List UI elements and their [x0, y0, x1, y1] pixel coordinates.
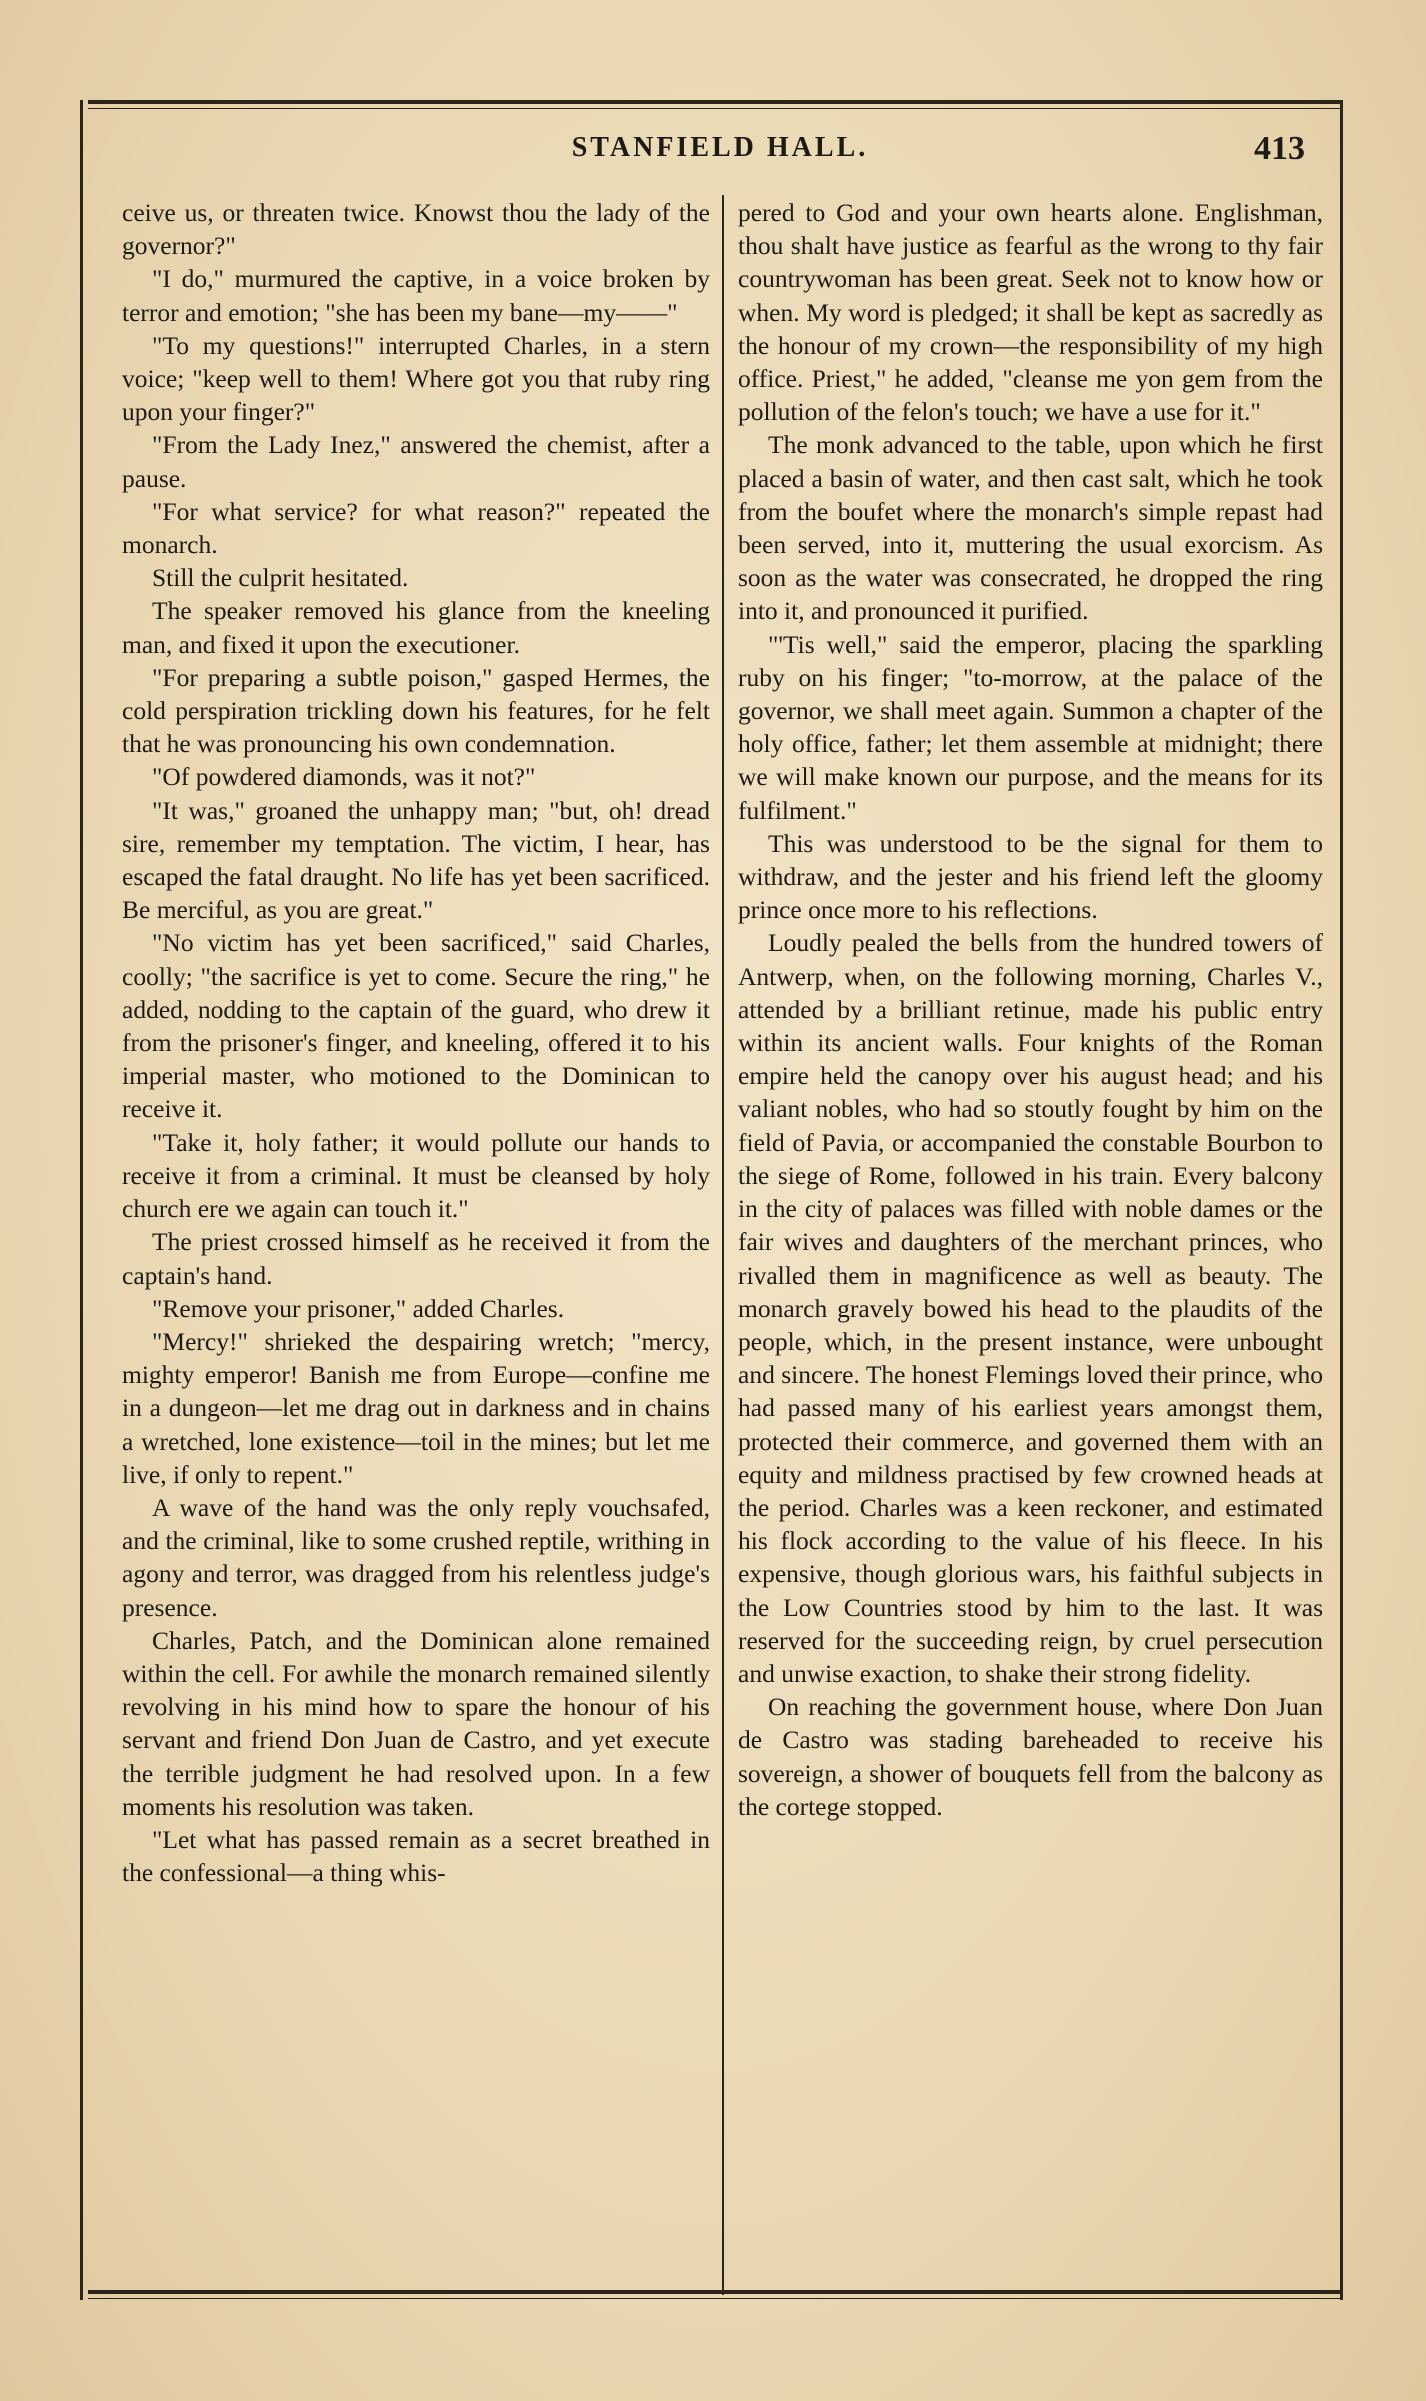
left-frame-rule: [80, 100, 83, 2300]
paragraph: "It was," groaned the unhappy man; "but, oh! dread sire, remember my temptation. The victim, I hear, has escaped the fatal draught. No life has yet been sacrificed. Be merciful, as you are great.": [122, 795, 710, 925]
right-column: [738, 196, 1323, 1823]
paragraph: Loudly pealed the bells from the hundred towers of Antwerp, when, on the following morning, Charles V., attended by a brilliant retinue, made his public entry within its ancient walls. Four knights of the Roman empire held the canopy over his august head; and his valiant nobles, who had so stoutly fought by him on the field of Pavia, or accompanied the constable Bourbon to the siege of Rome, followed in his train. Every balcony in the city of palaces was filled with noble dames or the fair wives and daughters of the merchant princes, who rivalled them in magnificence as well as beauty. The monarch gravely bowed his head to the plaudits of the people, which, in the present instance, were unbought and sincere. The honest Flemings loved their prince, who had passed many of his earliest years amongst them, protected their commerce, and governed them with an equity and mildness practised by few crowned heads at the period. Charles was a keen reckoner, and estimated his flock according to the value of his fleece. In his expensive, though glorious wars, his faithful subjects in the Low Countries stood by him to the last. It was reserved for the succeeding reign, by cruel persecution and unwise exaction, to shake their strong fidelity.: [738, 928, 1323, 1688]
paragraph: Still the culprit hesitated.: [152, 563, 409, 593]
paragraph: "No victim has yet been sacrificed," said Charles, coolly; "the sacrifice is yet to come. Secure the ring," he added, nodding to the captain of the guard, who drew it from the prisoner's finger, and kneeling, offered it to his imperial master, who motioned to the Dominican to receive it.: [122, 928, 710, 1124]
page-number: 413: [1254, 130, 1305, 167]
paragraph: "'Tis well," said the emperor, placing the sparkling ruby on his finger; "to-morrow, at the palace of the governor, we shall meet again. Summon a chapter of the holy office, father; let them assemble at midnight; there we will make known our purpose, and the means for its fulfilment.": [738, 629, 1323, 825]
paragraph: "Remove your prisoner," added Charles.: [152, 1293, 565, 1323]
paragraph: "For what service? for what reason?" repeated the monarch.: [122, 496, 710, 560]
paragraph: "Of powdered diamonds, was it not?": [152, 762, 536, 792]
left-column: [122, 196, 710, 1889]
bottom-rule: [88, 2290, 1343, 2294]
paragraph: "I do," murmured the captive, in a voice broken by terror and emotion; "she has been my bane—my——": [122, 264, 710, 327]
paragraph: The speaker removed his glance from the kneeling man, and fixed it upon the executioner.: [122, 596, 710, 659]
paragraph: "For preparing a subtle poison," gasped Hermes, the cold perspiration trickling down his features, for he felt that he was pronouncing his own condemnation.: [122, 662, 710, 759]
paragraph: "Mercy!" shrieked the despairing wretch; "mercy, mighty emperor! Banish me from Europe—confine me in a dungeon—let me drag out in darkness and in chains a wretched, lone existence—toil in the mines; but let me live, if only to repent.": [122, 1326, 710, 1489]
top-rule: [88, 100, 1343, 104]
paragraph: The monk advanced to the table, upon which he first placed a basin of water, and then cast salt, which he took from the boufet where the monarch's simple repast had been served, into it, muttering the usual exorcism. As soon as the water was consecrated, he dropped the ring into it, and pronounced it purified.: [738, 430, 1323, 626]
paragraph: "Let what has passed remain as a secret breathed in the confessional—a thing whis-: [122, 1824, 710, 1888]
paragraph: pered to God and your own hearts alone. Englishman, thou shalt have justice as fearful as the wrong to thy fair countrywoman has been great. Seek not to know how or when. My word is pledged; it shall be kept as sacredly as the honour of my crown—the responsibility of my high office. Priest," he added, "cleanse me yon gem from the pollution of the felon's touch; we have a use for it.": [738, 198, 1323, 427]
paragraph: Charles, Patch, and the Dominican alone remained within the cell. For awhile the monarch remained silently revolving in his mind how to spare the honour of his servant and friend Don Juan de Castro, and yet execute the terrible judgment he had resolved upon. In a few moments his resolution was taken.: [122, 1625, 710, 1821]
paragraph: This was understood to be the signal for them to withdraw, and the jester and his friend left the gloomy prince once more to his reflections.: [738, 828, 1323, 925]
top-rule-thin: [88, 108, 1343, 109]
paragraph: ceive us, or threaten twice. Knowst thou the lady of the governor?": [122, 198, 710, 261]
paragraph: "Take it, holy father; it would pollute our hands to receive it from a criminal. It must be cleansed by holy church ere we again can touch it.": [122, 1127, 710, 1224]
column-divider: [722, 195, 724, 2295]
paragraph: "To my questions!" interrupted Charles, in a stern voice; "keep well to them! Where got you that ruby ring upon your finger?": [122, 330, 710, 427]
running-head: STANFIELD HALL.: [571, 132, 869, 163]
bottom-rule-thin: [88, 2298, 1343, 2299]
paragraph: The priest crossed himself as he received it from the captain's hand.: [122, 1227, 710, 1290]
paragraph: A wave of the hand was the only reply vouchsafed, and the criminal, like to some crushed reptile, writhing in agony and terror, was dragged from his relentless judge's presence.: [122, 1492, 710, 1622]
right-frame-rule: [1340, 100, 1343, 2300]
paragraph: "From the Lady Inez," answered the chemist, after a pause.: [122, 430, 710, 493]
paragraph: On reaching the government house, where Don Juan de Castro was stading bareheaded to receive his sovereign, a shower of bouquets fell from the balcony as the cortege stopped.: [738, 1692, 1323, 1821]
